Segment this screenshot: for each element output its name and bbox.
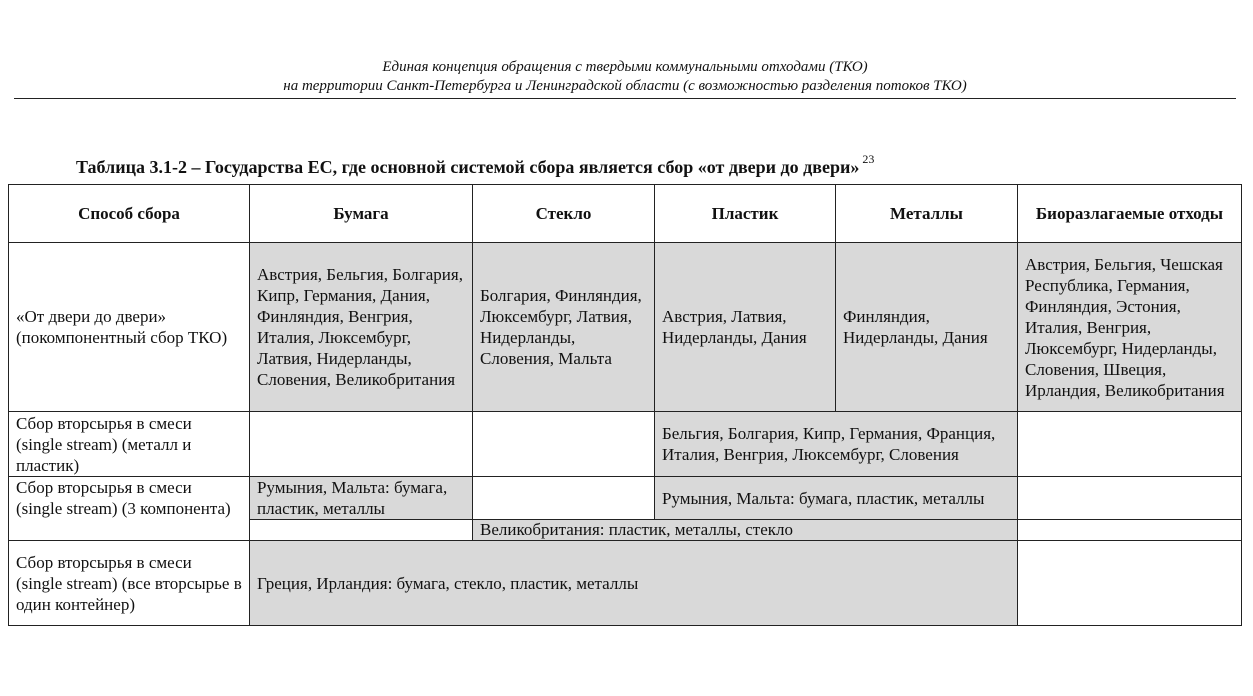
cell-plastic: Австрия, Латвия, Нидерланды, Дания bbox=[655, 243, 836, 412]
header-line-1: Единая концепция обращения с твердыми коммунальными отходами (ТКО) bbox=[382, 59, 868, 75]
column-header-paper: Бумага bbox=[250, 185, 473, 243]
column-header-glass: Стекло bbox=[473, 185, 655, 243]
table-row-door-to-door bbox=[9, 243, 1242, 412]
table-caption-text: Таблица 3.1-2 – Государства ЕС, где основной системой сбора является сбор «от двери до двери» bbox=[76, 157, 860, 177]
header-divider bbox=[14, 98, 1236, 99]
cell-metals: Финляндия, Нидерланды, Дания bbox=[836, 243, 1018, 412]
cell-bio: Австрия, Бельгия, Чешская Республика, Германия, Финляндия, Эстония, Италия, Венгрия, Люксембург, Нидерланды, Словения, Швеция, Ирландия, Великобритания bbox=[1018, 243, 1242, 412]
table-header-row bbox=[9, 185, 1242, 243]
cell-glass-plastic-metals: Великобритания: пластик, металлы, стекло bbox=[473, 520, 1018, 541]
column-header-plastic: Пластик bbox=[655, 185, 836, 243]
cell-glass-empty bbox=[473, 477, 655, 520]
cell-bio-empty bbox=[1018, 520, 1242, 541]
table-caption bbox=[76, 150, 874, 179]
cell-method: Сбор вторсырья в смеси (single stream) (3 компонента) bbox=[9, 477, 250, 541]
table-row-single-stream-3-components bbox=[9, 477, 1242, 520]
header-line-2: на территории Санкт-Петербурга и Ленинградской области (с возможностью разделения потоков ТКО) bbox=[283, 78, 967, 94]
table-row-single-stream-all bbox=[9, 541, 1242, 626]
cell-paper-empty bbox=[250, 520, 473, 541]
cell-method: «От двери до двери» (покомпонентный сбор ТКО) bbox=[9, 243, 250, 412]
cell-glass-empty bbox=[473, 412, 655, 477]
cell-bio-empty bbox=[1018, 412, 1242, 477]
cell-paper: Румыния, Мальта: бумага, пластик, металлы bbox=[250, 477, 473, 520]
column-header-method: Способ сбора bbox=[9, 185, 250, 243]
cell-plastic-metals: Бельгия, Болгария, Кипр, Германия, Франция, Италия, Венгрия, Люксембург, Словения bbox=[655, 412, 1018, 477]
cell-paper-empty bbox=[250, 412, 473, 477]
cell-bio-empty bbox=[1018, 477, 1242, 520]
cell-all-recyclables: Греция, Ирландия: бумага, стекло, пластик, металлы bbox=[250, 541, 1018, 626]
cell-plastic-metals: Румыния, Мальта: бумага, пластик, металлы bbox=[655, 477, 1018, 520]
cell-glass: Болгария, Финляндия, Люксембург, Латвия, Нидерланды, Словения, Мальта bbox=[473, 243, 655, 412]
cell-paper: Австрия, Бельгия, Болгария, Кипр, Германия, Дания, Финляндия, Венгрия, Италия, Люксембург, Латвия, Нидерланды, Словения, Великобритания bbox=[250, 243, 473, 412]
cell-method: Сбор вторсырья в смеси (single stream) (металл и пластик) bbox=[9, 412, 250, 477]
document-running-header bbox=[14, 58, 1236, 96]
column-header-metals: Металлы bbox=[836, 185, 1018, 243]
table-row-single-stream-metal-plastic bbox=[9, 412, 1242, 477]
cell-bio-empty bbox=[1018, 541, 1242, 626]
eu-collection-table bbox=[8, 184, 1242, 626]
column-header-bio: Биоразлагаемые отходы bbox=[1018, 185, 1242, 243]
footnote-reference[interactable]: 23 bbox=[862, 152, 875, 166]
cell-method: Сбор вторсырья в смеси (single stream) (все вторсырье в один контейнер) bbox=[9, 541, 250, 626]
